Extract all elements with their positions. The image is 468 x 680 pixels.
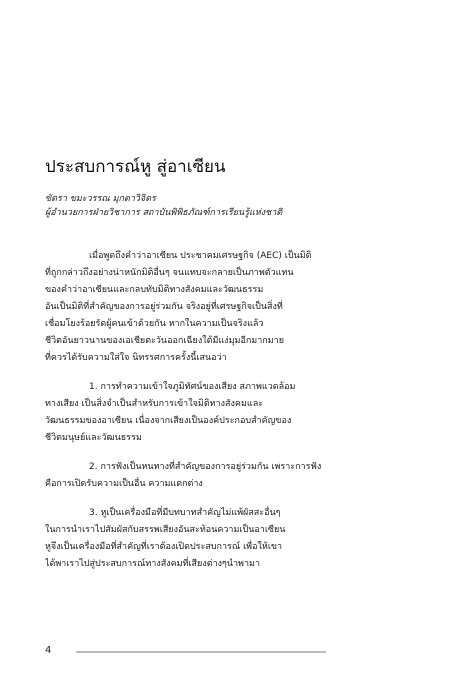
text-line: ที่ควรได้รับความใส่ใจ นิทรรศการครั้งนี้เสนอว่า bbox=[45, 353, 227, 363]
footer-divider bbox=[76, 651, 326, 653]
paragraph-point-2 bbox=[45, 459, 425, 493]
text-line: เชื่อมโยงร้อยรัดผู้คนเข้าด้วยกัน หากในความเป็นจริงแล้ว bbox=[45, 319, 264, 329]
article-body bbox=[45, 248, 425, 585]
text-line: ได้พาเราไปสู่ประสบการณ์ทางสังคมที่เสียงต่างๆนำพามา bbox=[45, 559, 261, 569]
paragraph-intro bbox=[45, 248, 425, 367]
text-line: ทางเสียง เป็นสิ่งจำเป็นสำหรับการเข้าใจมิติทางสังคมและ bbox=[45, 399, 264, 409]
page-number: 4 bbox=[45, 645, 52, 656]
text-line: ในการนำเราไปสัมผัสกับสรรพเสียงอันสะท้อนความเป็นอาเซียน bbox=[45, 525, 286, 535]
text-line: วัฒนธรรมของอาเซียน เนื่องจากเสียงเป็นองค์ประกอบสำคัญของ bbox=[45, 416, 292, 426]
text-line: คือการเปิดรับความเป็นอื่น ความแตกต่าง bbox=[45, 479, 203, 489]
text-line: ชีวิตมนุษย์และวัฒนธรรม bbox=[45, 433, 142, 443]
text-line: หูจึงเป็นเครื่องมือที่สำคัญที่เราต้องเปิดประสบการณ์ เพื่อให้เขา bbox=[45, 542, 283, 552]
text-line: ที่ถูกกล่าวถึงอย่างน่าหนักมิติอื่นๆ จนแทบจะกลายเป็นภาพตัวแทน bbox=[45, 268, 294, 278]
article-title: ประสบการณ์หู สู่อาเซียน bbox=[45, 157, 226, 177]
text-line: ชีวิตอันยาวนานของเอเชียตะวันออกเฉียงใต้มีแง่มุมอีกมากมาย bbox=[45, 336, 284, 346]
text-line: เมื่อพูดถึงคำว่าอาเซียน ประชาคมเศรษฐกิจ (AEC) เป็นมิติ bbox=[89, 251, 312, 261]
paragraph-point-3 bbox=[45, 505, 425, 573]
author-names: ขัตรา ขมะวรรณ มุกดาวิจิตร bbox=[45, 194, 156, 204]
text-line: อันเป็นมิติที่สำคัญของการอยู่ร่วมกัน จริงอยู่ที่เศรษฐกิจเป็นสิ่งที่ bbox=[45, 302, 283, 312]
author-block bbox=[45, 192, 425, 220]
author-affiliation: ผู้อำนวยการฝ่ายวิชาการ สถาบันพิพิธภัณฑ์การเรียนรู้แห่งชาติ bbox=[45, 208, 283, 218]
text-line: 3. หูเป็นเครื่องมือที่มีบทบาทสำคัญไม่แพ้ผัสสะอื่นๆ bbox=[89, 508, 281, 518]
text-line: ของคำว่าอาเซียนและกลบทับมิติทางสังคมและวัฒนธรรม bbox=[45, 285, 264, 295]
paragraph-point-1 bbox=[45, 379, 425, 447]
text-line: 2. การฟังเป็นหนทางที่สำคัญของการอยู่ร่วมกัน เพราะการฟัง bbox=[89, 462, 322, 472]
text-line: 1. การทำความเข้าใจภูมิทัศน์ของเสียง สภาพแวดล้อม bbox=[89, 382, 296, 392]
